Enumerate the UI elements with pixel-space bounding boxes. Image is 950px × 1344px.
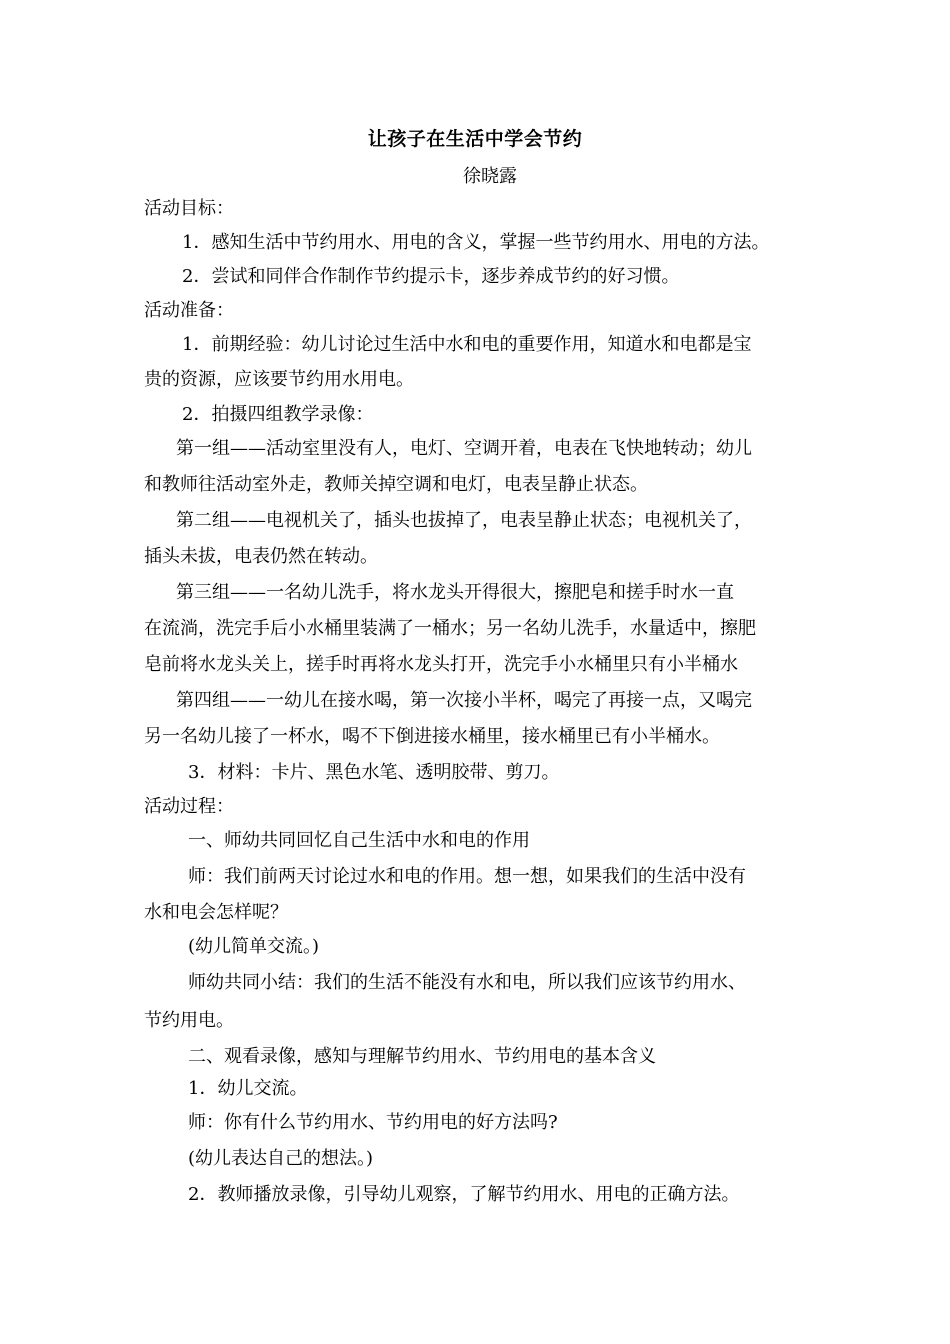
paragraph-line: 第三组——一名幼儿洗手，将水龙头开得很大，擦肥皂和搓手时水一直 [176, 582, 734, 603]
paragraph-line: 师：你有什么节约用水、节约用电的好方法吗? [188, 1112, 558, 1133]
paragraph-line: 节约用电。 [144, 1010, 234, 1031]
paragraph-line: 1．前期经验：幼儿讨论过生活中水和电的重要作用，知道水和电都是宝 [182, 334, 752, 355]
paragraph-line: 在流淌，洗完手后小水桶里装满了一桶水；另一名幼儿洗手，水量适中，擦肥 [144, 618, 756, 639]
paragraph-line: 皂前将水龙头关上，搓手时再将水龙头打开，洗完手小水桶里只有小半桶水 [144, 654, 738, 675]
paragraph-line: 1．幼儿交流。 [188, 1078, 308, 1099]
paragraph-line: 第四组——一幼儿在接水喝，第一次接小半杯，喝完了再接一点，又喝完 [176, 690, 752, 711]
paragraph-line: 和教师往活动室外走，教师关掉空调和电灯，电表呈静止状态。 [144, 474, 648, 495]
document-author: 徐晓露 [463, 166, 517, 187]
subheading-step-one: 一、师幼共同回忆自己生活中水和电的作用 [188, 830, 530, 851]
paragraph-line: (幼儿简单交流。) [188, 936, 320, 957]
paragraph-line: 另一名幼儿接了一杯水，喝不下倒进接水桶里，接水桶里已有小半桶水。 [144, 726, 720, 747]
document-title: 让孩子在生活中学会节约 [367, 128, 583, 150]
paragraph-line: 第二组——电视机关了，插头也拔掉了，电表呈静止状态；电视机关了， [176, 510, 752, 531]
section-heading-goals: 活动目标： [144, 198, 234, 219]
paragraph-line: 2．尝试和同伴合作制作节约提示卡，逐步养成节约的好习惯。 [182, 266, 680, 287]
section-heading-preparation: 活动准备： [144, 300, 234, 321]
subheading-step-two: 二、观看录像，感知与理解节约用水、节约用电的基本含义 [188, 1046, 656, 1067]
paragraph-line: 2．教师播放录像，引导幼儿观察，了解节约用水、用电的正确方法。 [188, 1184, 740, 1205]
paragraph-line: 3．材料：卡片、黑色水笔、透明胶带、剪刀。 [188, 762, 560, 783]
paragraph-line: 2．拍摄四组教学录像： [182, 404, 374, 425]
paragraph-line: 第一组——活动室里没有人，电灯、空调开着，电表在飞快地转动；幼儿 [176, 438, 752, 459]
paragraph-line: 师幼共同小结：我们的生活不能没有水和电，所以我们应该节约用水、 [188, 972, 746, 993]
paragraph-line: 贵的资源，应该要节约用水用电。 [144, 369, 414, 390]
paragraph-line: 师：我们前两天讨论过水和电的作用。想一想，如果我们的生活中没有 [188, 866, 746, 887]
paragraph-line: 水和电会怎样呢？ [144, 902, 288, 923]
paragraph-line: (幼儿表达自己的想法。) [188, 1148, 374, 1169]
paragraph-line: 1．感知生活中节约用水、用电的含义，掌握一些节约用水、用电的方法。 [182, 232, 770, 253]
paragraph-line: 插头未拔，电表仍然在转动。 [144, 546, 378, 567]
section-heading-process: 活动过程： [144, 796, 234, 817]
